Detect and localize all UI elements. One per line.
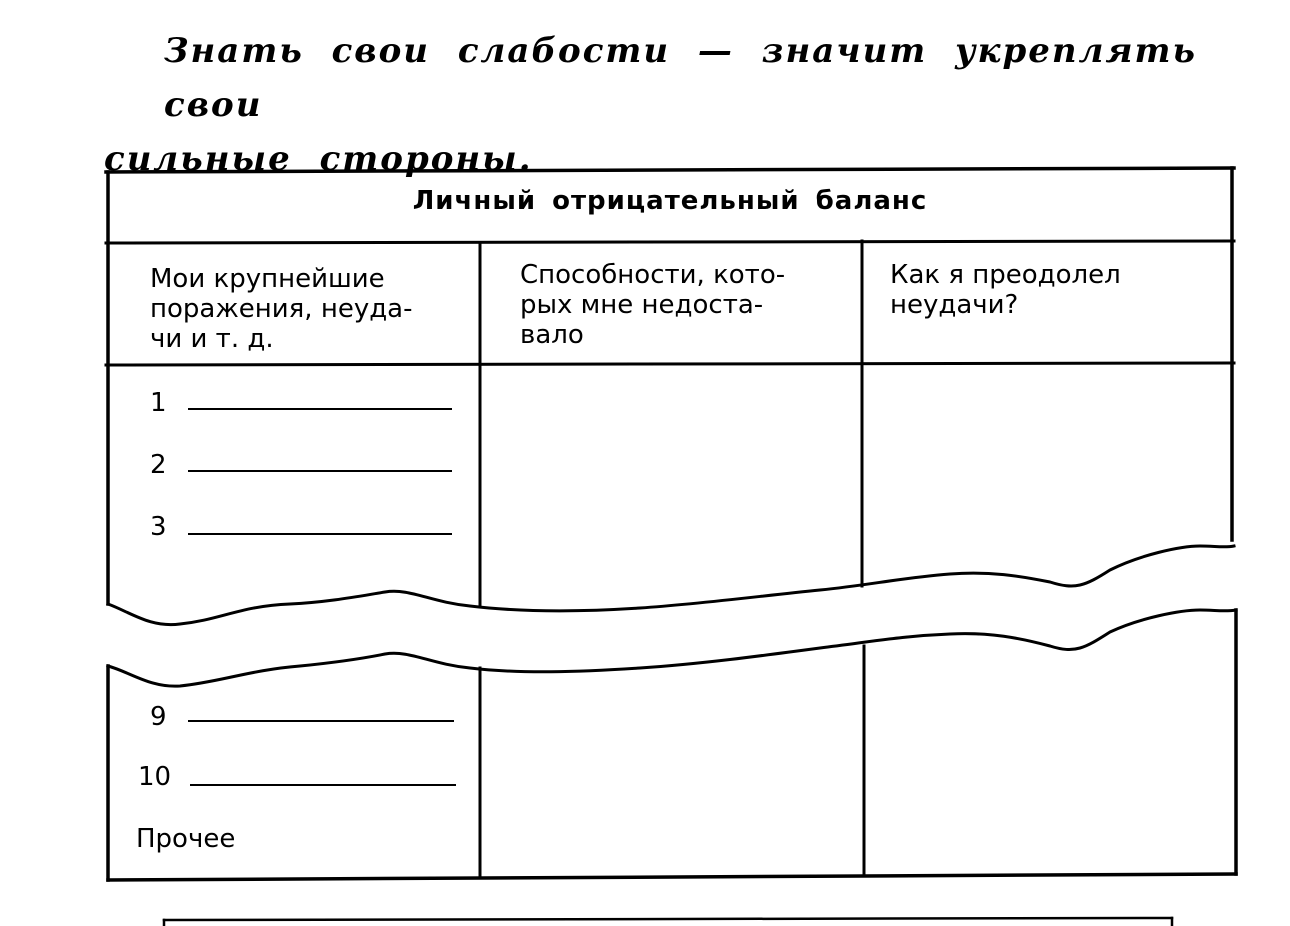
row-number-1: 1 <box>150 388 167 418</box>
row-number-3: 3 <box>150 512 167 542</box>
header-divider <box>106 241 1234 243</box>
blank-line-10[interactable] <box>190 784 456 786</box>
column-header-missing-abilities: Способности, кото- рых мне недоста- вало <box>520 260 786 350</box>
table-bottom-border <box>108 874 1236 880</box>
column-header-failures: Мои крупнейшие поражения, неуда- чи и т. д. <box>150 264 413 354</box>
blank-line-9[interactable] <box>188 720 454 722</box>
blank-line-1[interactable] <box>188 408 452 410</box>
table-title: Личный отрицательный баланс <box>412 186 928 216</box>
column-header-how-overcame: Как я преодолел неудачи? <box>890 260 1121 320</box>
columns-divider <box>106 363 1234 365</box>
torn-edge-upper <box>108 546 1234 625</box>
blank-line-3[interactable] <box>188 533 452 535</box>
epigraph-line-1: Знать свои слабости — значит укреплять свои <box>164 31 1197 125</box>
row-number-9: 9 <box>150 702 167 732</box>
row-number-2: 2 <box>150 450 167 480</box>
torn-edge-lower <box>108 610 1236 686</box>
epigraph-line-2: сильные стороны. <box>104 139 533 179</box>
row-number-10: 10 <box>138 762 172 792</box>
blank-line-2[interactable] <box>188 470 452 472</box>
table-top-border <box>106 168 1234 172</box>
other-label: Прочее <box>136 824 236 854</box>
next-box-top-border <box>164 918 1172 920</box>
